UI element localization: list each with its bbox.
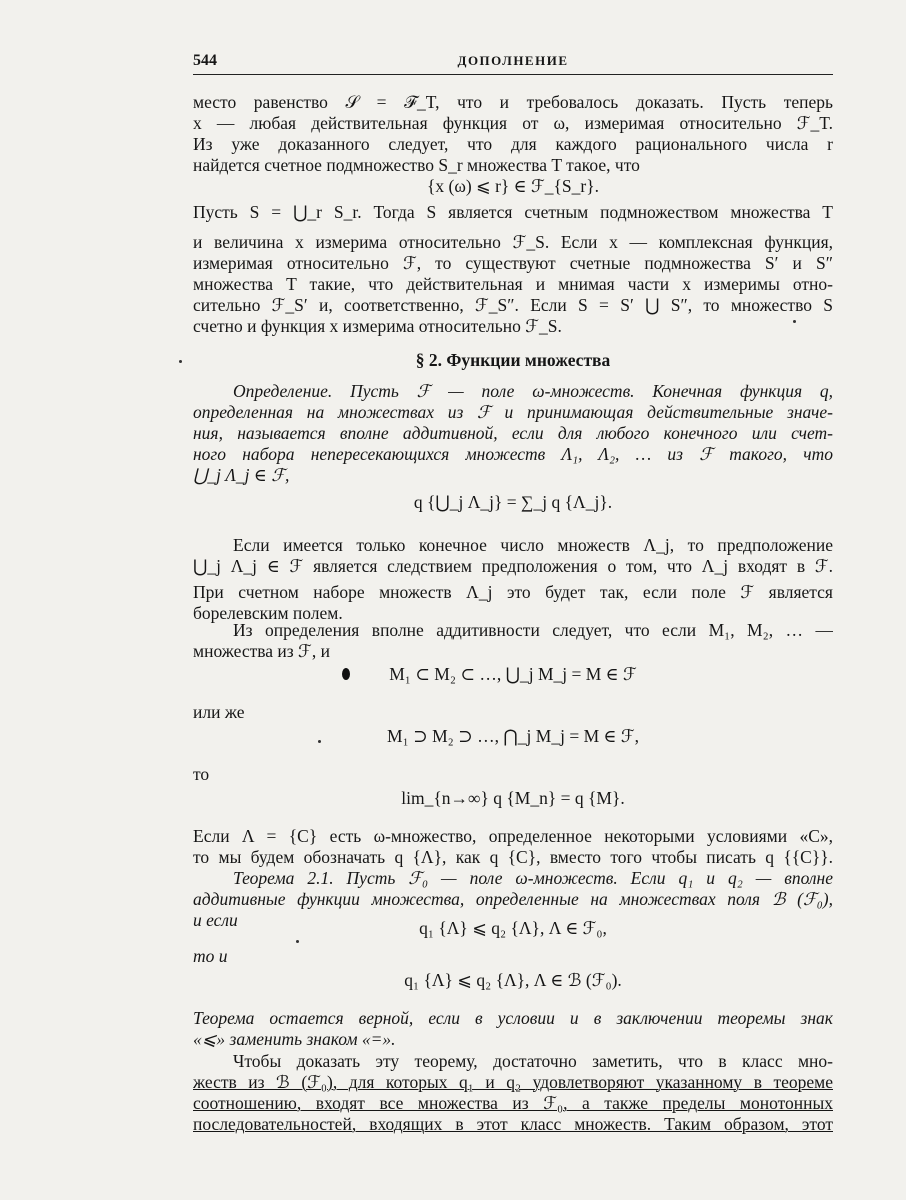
page-header — [193, 52, 833, 75]
theorem-line: аддитивные функции множества, определенные на множествах поля ℬ (ℱ₀), — [193, 889, 833, 909]
text-line: множества из ℱ, и — [193, 641, 330, 661]
text-line: счетно и функция x измерима относительно ℱ_S. — [193, 316, 562, 336]
text-line: Если имеется только конечное число множеств Λ_j, то предположение — [233, 535, 833, 555]
definition-line: ния, называется вполне аддитивной, если для любого конечного или счет- — [193, 423, 833, 443]
text-line: найдется счетное подмножество S_r множества T такое, что — [193, 155, 640, 175]
display-formula: q₁ {Λ} ⩽ q₂ {Λ}, Λ ∈ ℬ (ℱ₀). — [404, 970, 622, 990]
text-line: или же — [193, 702, 245, 722]
theorem-line: Теорема 2.1. Пусть ℱ₀ — поле ω-множеств. Если q₁ и q₂ — вполне — [233, 868, 833, 888]
running-head: ДОПОЛНЕНИЕ — [457, 53, 569, 68]
ink-speck — [318, 740, 321, 743]
ink-speck — [296, 940, 299, 943]
definition-line: определенная на множествах из ℱ и принимающая действительные значе- — [193, 402, 833, 422]
text-line: При счетном наборе множеств Λ_j это будет так, если поле ℱ является — [193, 582, 833, 602]
text-line: Из уже доказанного следует, что для каждого рационального числа r — [193, 134, 833, 154]
text-line: измеримая относительно ℱ, то существуют счетные подмножества S′ и S″ — [193, 253, 833, 273]
text-line: Чтобы доказать эту теорему, достаточно заметить, что в класс мно- — [233, 1051, 833, 1071]
text-line: то мы будем обозначать q {Λ}, как q {C}, вместо того чтобы писать q {{C}}. — [193, 847, 833, 867]
underlined-line: последовательностей, входящих в этот класс множеств. Таким образом, этот — [193, 1114, 833, 1134]
theorem-line: «⩽» заменить знаком «=». — [193, 1029, 396, 1049]
text-line: ⋃_j Λ_j ∈ ℱ является следствием предположения о том, что Λ_j входят в ℱ. — [193, 556, 833, 576]
theorem-line: Теорема остается верной, если в условии и в заключении теоремы знак — [193, 1008, 833, 1028]
text-line: место равенство 𝒮 = ℱ_T, что и требовалось доказать. Пусть теперь — [193, 92, 833, 112]
definition-line: Определение. Пусть ℱ — поле ω-множеств. Конечная функция q, — [233, 381, 833, 401]
section-heading: § 2. Функции множества — [415, 350, 611, 370]
definition-line: ⋃_j Λ_j ∈ ℱ, — [193, 465, 290, 485]
definition-line: ного набора непересекающихся множеств Λ₁, Λ₂, … из ℱ такого, что — [193, 444, 833, 464]
text-line: множества T такие, что действительная и мнимая части x измеримы отно- — [193, 274, 833, 294]
text-line: то — [193, 764, 210, 784]
ink-blot — [342, 668, 350, 680]
underlined-line: жеств из ℬ (ℱ₀), для которых q₁ и q₂ удовлетворяют указанному в теореме — [193, 1072, 833, 1092]
ink-speck — [179, 360, 182, 363]
display-formula: M₁ ⊂ M₂ ⊂ …, ⋃_j M_j = M ∈ ℱ — [389, 664, 637, 684]
display-formula: M₁ ⊃ M₂ ⊃ …, ⋂_j M_j = M ∈ ℱ, — [387, 726, 639, 746]
page-number: 544 — [193, 52, 217, 69]
underlined-line: соотношению, входят все множества из ℱ₀, а также пределы монотонных — [193, 1093, 833, 1113]
ink-speck — [793, 320, 796, 323]
theorem-line: и если — [193, 910, 238, 930]
text-line: борелевским полем. — [193, 603, 343, 623]
theorem-line: то и — [193, 946, 228, 966]
display-formula: lim_{n→∞} q {M_n} = q {M}. — [401, 788, 625, 808]
display-formula: q {⋃_j Λ_j} = ∑_j q {Λ_j}. — [413, 492, 613, 512]
text-line: Из определения вполне аддитивности следует, что если M₁, M₂, … — — [233, 620, 833, 640]
text-line: Пусть S = ⋃_r S_r. Тогда S является счетным подмножеством множества T — [193, 202, 833, 222]
text-line: x — любая действительная функция от ω, измеримая относительно ℱ_T. — [193, 113, 833, 133]
text-line: Если Λ = {C} есть ω-множество, определенное некоторыми условиями «C», — [193, 826, 833, 846]
text-line: сительно ℱ_S′ и, соответственно, ℱ_S″. Если S = S′ ⋃ S″, то множество S — [193, 295, 833, 315]
display-formula: q₁ {Λ} ⩽ q₂ {Λ}, Λ ∈ ℱ₀, — [419, 918, 607, 938]
text-line: и величина x измерима относительно ℱ_S. Если x — комплексная функция, — [193, 232, 833, 252]
display-formula: {x (ω) ⩽ r} ∈ ℱ_{S_r}. — [426, 176, 600, 196]
